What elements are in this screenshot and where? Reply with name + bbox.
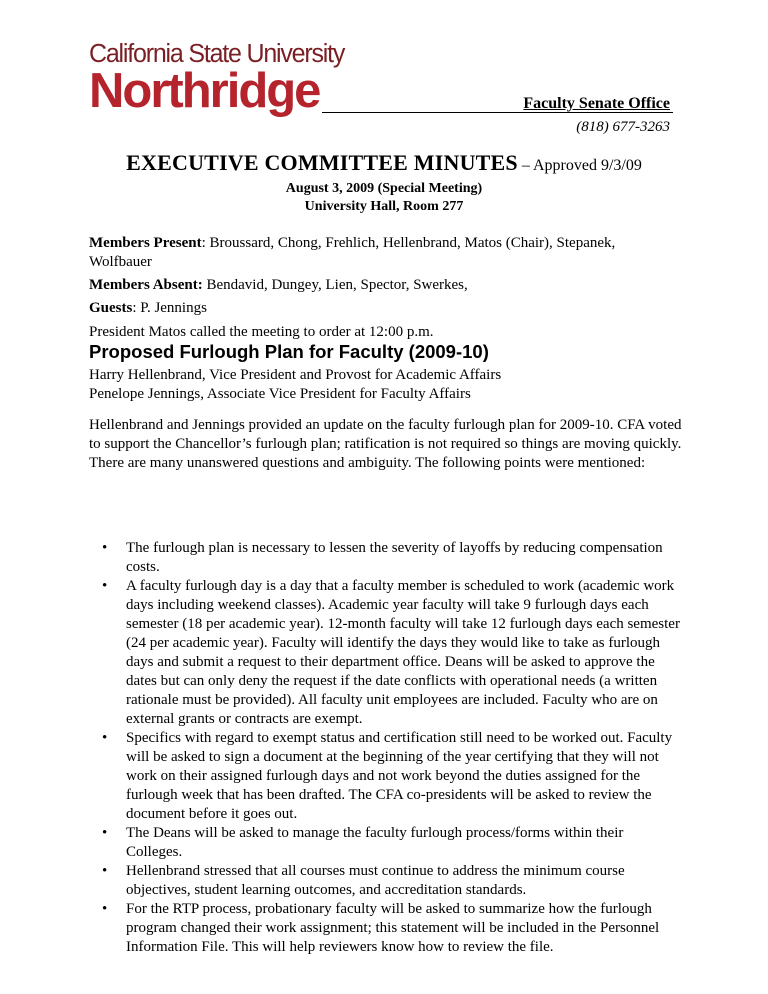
members-present-text: : Broussard, Chong, Frehlich, Hellenbrand, Matos (Chair), Stepanek, Wolfbauer: [89, 235, 616, 270]
furlough-points-list: [89, 539, 681, 957]
list-item: • A faculty furlough day is a day that a faculty member is scheduled to work (academic work days including weekend classes). Academic year faculty will take 9 furlough days each semester (18 per academic year). 12-month faculty will take 12 furlough days each semester (24 per academic year). Faculty will identify the days they would like to take as furlough days and submit a request to their department office. Deans will be asked to approve the dates but can only deny the request if the date conflicts with operational needs (a written rationale must be provided). All faculty unit employees are included. Faculty who are on external grants or contracts are exempt.: [102, 578, 680, 727]
list-item: • Specifics with regard to exempt status and certification still need to be worked out. Faculty will be asked to sign a document at the beginning of the year certifying that they will not work on their assigned furlough days and not work beyond the duties assigned for the furlough week that has been drafted. The CFA co-presidents will be asked to review the document before it goes out.: [102, 730, 673, 822]
bullet-icon: •: [102, 578, 108, 594]
bullet-icon: •: [102, 540, 108, 556]
section-intro: Hellenbrand and Jennings provided an update on the faculty furlough plan for 2009-10. CFA voted to support the Chancellor’s furlough plan; ratification is not required so things are moving quickly. There are many unanswered questions and ambiguity. The following points were mentioned:: [89, 417, 682, 471]
members-present: [89, 234, 679, 272]
list-item: • For the RTP process, probationary faculty will be asked to summarize how the furlough program changed their work assignment; this statement will be included in the Personnel Information File. This will help reviewers know how to review the file.: [102, 901, 660, 955]
bullet-icon: •: [102, 825, 108, 841]
document-title: [0, 150, 768, 176]
presenter-2: Penelope Jennings, Associate Vice President for Faculty Affairs: [89, 386, 471, 402]
members-absent-text: Bendavid, Dungey, Lien, Spector, Swerkes,: [202, 277, 468, 293]
bullet-icon: •: [102, 863, 108, 879]
meeting-location: University Hall, Room 277: [304, 199, 464, 214]
university-logo: [89, 38, 345, 118]
meeting-date: August 3, 2009 (Special Meeting): [285, 181, 483, 196]
list-item: • Hellenbrand stressed that all courses must continue to address the minimum course objectives, student learning outcomes, and accreditation standards.: [102, 863, 625, 898]
guests-text: : P. Jennings: [132, 300, 207, 316]
title-main: EXECUTIVE COMMITTEE MINUTES: [126, 150, 518, 175]
list-item: • The Deans will be asked to manage the faculty furlough process/forms within their Colleges.: [102, 825, 624, 860]
members-absent-label: Members Absent:: [89, 277, 203, 293]
guests-label: Guests: [89, 300, 133, 316]
logo-line-1: California State University: [89, 38, 345, 69]
logo-line-2: Northridge: [89, 64, 320, 118]
section-heading: Proposed Furlough Plan for Faculty (2009-10): [89, 341, 489, 362]
members-absent: [89, 276, 679, 295]
members-present-label: Members Present: [89, 235, 202, 251]
bullet-icon: •: [102, 730, 108, 746]
guests: [89, 299, 679, 318]
list-item: • The furlough plan is necessary to lessen the severity of layoffs by reducing compensation costs.: [102, 540, 663, 575]
call-to-order: President Matos called the meeting to order at 12:00 p.m.: [89, 324, 434, 340]
title-approved: – Approved 9/3/09: [517, 157, 642, 174]
presenter-1: Harry Hellenbrand, Vice President and Provost for Academic Affairs: [89, 367, 502, 383]
office-phone: (818) 677-3263: [576, 119, 670, 135]
office-name: Faculty Senate Office: [523, 95, 670, 112]
bullet-icon: •: [102, 901, 108, 917]
